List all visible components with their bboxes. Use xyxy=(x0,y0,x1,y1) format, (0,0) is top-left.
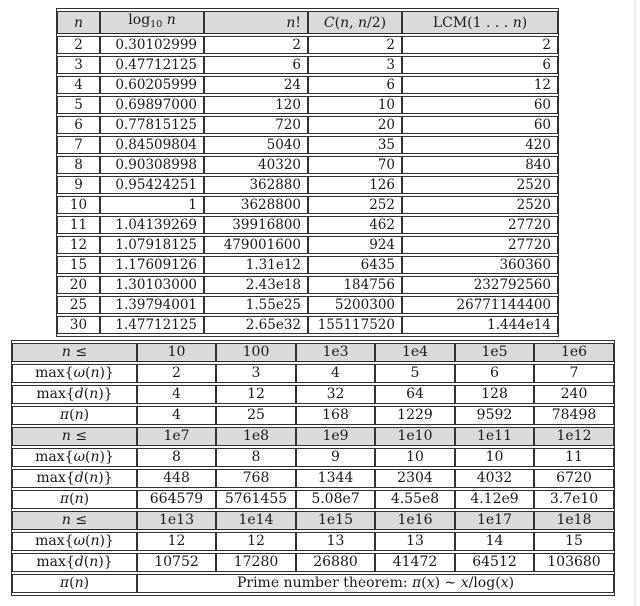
table-cell: 1e12 xyxy=(534,427,614,446)
math-text: ( xyxy=(84,365,91,381)
max-d-row xyxy=(12,553,614,572)
math-text: )} xyxy=(98,554,113,570)
math-text: ) xyxy=(83,575,90,591)
row-label xyxy=(12,532,137,551)
table-cell: 2520 xyxy=(402,176,558,194)
math-text: , xyxy=(349,14,358,31)
max-d-row xyxy=(12,385,614,404)
max-omega-row xyxy=(12,364,614,383)
table-cell: 12 xyxy=(137,532,216,551)
math-variable: π xyxy=(412,575,422,591)
math-variable: n xyxy=(61,344,71,360)
math-text: ( xyxy=(83,386,90,402)
page-edge-line xyxy=(634,0,636,606)
math-text: ( xyxy=(69,407,75,423)
table-cell: 1.444e14 xyxy=(402,316,558,334)
math-text: log xyxy=(128,12,151,28)
column-header-lcm xyxy=(402,11,558,34)
column-header-log10-n xyxy=(100,11,204,34)
table-cell: 3.7e10 xyxy=(534,490,614,509)
table-cell: 1.55e25 xyxy=(204,296,308,314)
math-variable: n xyxy=(340,14,350,31)
prime-number-theorem-note xyxy=(137,574,614,593)
table-row xyxy=(57,256,558,274)
table-cell: 768 xyxy=(216,469,296,488)
row-label xyxy=(12,385,137,404)
math-text: LCM(1 . . . xyxy=(432,14,513,31)
table-row xyxy=(57,176,558,194)
table-cell: 1 xyxy=(100,196,204,214)
table-cell: 2.65e32 xyxy=(204,316,308,334)
table-cell: 1.04139269 xyxy=(100,216,204,234)
math-text: ( xyxy=(83,470,90,486)
table-cell: 420 xyxy=(402,136,558,154)
table-cell: 27720 xyxy=(402,216,558,234)
math-text: max{ xyxy=(36,554,75,570)
math-variable: d xyxy=(74,386,84,402)
table-cell: 2.43e18 xyxy=(204,276,308,294)
table-cell: 1e6 xyxy=(534,343,614,362)
table-cell: 126 xyxy=(308,176,402,194)
math-text: ( xyxy=(83,554,90,570)
table-cell: 6 xyxy=(204,56,308,74)
table-cell: 1.31e12 xyxy=(204,256,308,274)
table-cell: 7 xyxy=(534,364,614,383)
table-cell: 10 xyxy=(308,96,402,114)
math-text: max{ xyxy=(35,449,74,465)
table-row xyxy=(57,156,558,174)
table-cell: 20 xyxy=(57,276,100,294)
prime-stats-table xyxy=(11,340,615,596)
math-text: ≤ xyxy=(70,428,88,444)
table-cell: 60 xyxy=(402,116,558,134)
table-cell: 252 xyxy=(308,196,402,214)
table-cell: 3 xyxy=(308,56,402,74)
table-cell: 168 xyxy=(296,406,375,425)
table-row xyxy=(57,296,558,314)
row-label xyxy=(12,574,137,593)
table-cell: 0.95424251 xyxy=(100,176,204,194)
table-cell: 155117520 xyxy=(308,316,402,334)
table-cell: 120 xyxy=(204,96,308,114)
math-text: ( xyxy=(84,449,91,465)
column-header-n xyxy=(57,11,100,34)
table-cell: 1e7 xyxy=(137,427,216,446)
table-cell: 2 xyxy=(57,36,100,54)
table-cell: 1.47712125 xyxy=(100,316,204,334)
table-cell: 2 xyxy=(402,36,558,54)
table-cell: 6 xyxy=(308,76,402,94)
row-label xyxy=(12,448,137,467)
math-text: ) xyxy=(521,14,528,31)
pi-row xyxy=(12,406,614,425)
pi-row xyxy=(12,490,614,509)
math-text: ≤ xyxy=(70,344,88,360)
table-cell: 8 xyxy=(137,448,216,467)
table-cell: 0.84509804 xyxy=(100,136,204,154)
math-variable: n xyxy=(89,386,99,402)
factorials-table xyxy=(56,8,559,337)
math-variable: π xyxy=(59,407,70,423)
table-cell: 1e15 xyxy=(296,511,375,530)
table-row xyxy=(57,56,558,74)
math-variable: x xyxy=(426,575,435,591)
math-text: ( xyxy=(421,575,427,591)
math-variable: n xyxy=(89,470,99,486)
table-cell: 78498 xyxy=(534,406,614,425)
table-cell: 11 xyxy=(534,448,614,467)
table-cell: 4 xyxy=(137,385,216,404)
math-text: ) xyxy=(508,575,515,591)
table-cell: 0.90308998 xyxy=(100,156,204,174)
math-text: ( xyxy=(69,491,75,507)
table-row xyxy=(57,276,558,294)
table-cell: 10 xyxy=(57,196,100,214)
math-variable: π xyxy=(59,575,70,591)
table-cell: 27720 xyxy=(402,236,558,254)
table-cell: 1e13 xyxy=(137,511,216,530)
table-cell: 40320 xyxy=(204,156,308,174)
math-text: ! xyxy=(295,14,301,31)
row-label xyxy=(12,406,137,425)
max-d-row xyxy=(12,469,614,488)
table-cell: 4 xyxy=(137,406,216,425)
math-variable: n xyxy=(162,12,176,28)
table-cell: 6720 xyxy=(534,469,614,488)
table-cell: 840 xyxy=(402,156,558,174)
table-cell: 11 xyxy=(57,216,100,234)
table-cell: 0.60205999 xyxy=(100,76,204,94)
table-cell: 1344 xyxy=(296,469,375,488)
math-text: ( xyxy=(69,575,75,591)
math-text: )} xyxy=(99,449,114,465)
row-label xyxy=(12,490,137,509)
table-cell: 17280 xyxy=(216,553,296,572)
table-cell: 1e5 xyxy=(455,343,534,362)
table-cell: 720 xyxy=(204,116,308,134)
math-variable: ω xyxy=(73,533,85,549)
table-cell: 12 xyxy=(57,236,100,254)
table-cell: 9 xyxy=(57,176,100,194)
table-cell: 64 xyxy=(375,385,455,404)
math-text: ≤ xyxy=(70,512,88,528)
table-cell: 10 xyxy=(375,448,455,467)
table-cell: 13 xyxy=(296,532,375,551)
math-text: ( xyxy=(334,14,341,31)
table-cell: 1.17609126 xyxy=(100,256,204,274)
table-row xyxy=(57,36,558,54)
table-cell: 1e16 xyxy=(375,511,455,530)
math-variable: n xyxy=(89,554,99,570)
table-cell: 479001600 xyxy=(204,236,308,254)
table-row xyxy=(57,116,558,134)
table-cell: 32 xyxy=(296,385,375,404)
table-cell: 362880 xyxy=(204,176,308,194)
table-cell: 2 xyxy=(308,36,402,54)
table-cell: 0.77815125 xyxy=(100,116,204,134)
table-cell: 10752 xyxy=(137,553,216,572)
table-cell: 1229 xyxy=(375,406,455,425)
table-cell: 3 xyxy=(57,56,100,74)
n-threshold-row xyxy=(12,427,614,446)
table-cell: 3 xyxy=(216,364,296,383)
table-row xyxy=(57,236,558,254)
prime-stats-table-body xyxy=(12,343,614,593)
table-cell: 6435 xyxy=(308,256,402,274)
max-omega-row xyxy=(12,532,614,551)
math-text: ) ∼ xyxy=(434,575,461,591)
column-header-n-factorial xyxy=(204,11,308,34)
math-variable: n xyxy=(73,14,84,31)
table-cell: 462 xyxy=(308,216,402,234)
math-variable: n xyxy=(74,407,84,423)
table-cell: 1e14 xyxy=(216,511,296,530)
table-cell: 1e4 xyxy=(375,343,455,362)
table-cell: 64512 xyxy=(455,553,534,572)
math-text: max{ xyxy=(36,386,75,402)
table-cell: 5200300 xyxy=(308,296,402,314)
table-cell: 26880 xyxy=(296,553,375,572)
row-label xyxy=(12,343,137,362)
table-cell: 6 xyxy=(402,56,558,74)
table-cell: 4.55e8 xyxy=(375,490,455,509)
table-cell: 184756 xyxy=(308,276,402,294)
table-cell: 1e10 xyxy=(375,427,455,446)
math-variable: n xyxy=(90,365,100,381)
table-row xyxy=(57,196,558,214)
table-cell: 25 xyxy=(57,296,100,314)
table-cell: 128 xyxy=(455,385,534,404)
table-cell: 60 xyxy=(402,96,558,114)
table-cell: 4 xyxy=(57,76,100,94)
table-row xyxy=(57,136,558,154)
table-cell: 26771144400 xyxy=(402,296,558,314)
math-variable: x xyxy=(500,575,509,591)
table-cell: 10 xyxy=(455,448,534,467)
table-cell: 2520 xyxy=(402,196,558,214)
table-cell: 1e9 xyxy=(296,427,375,446)
table-cell: 13 xyxy=(375,532,455,551)
math-variable: C xyxy=(323,14,335,31)
table-cell: 6 xyxy=(57,116,100,134)
table-cell: 4032 xyxy=(455,469,534,488)
math-variable: n xyxy=(74,491,84,507)
n-threshold-row xyxy=(12,511,614,530)
table-cell: 1e18 xyxy=(534,511,614,530)
table-cell: 1.30103000 xyxy=(100,276,204,294)
table-cell: 2304 xyxy=(375,469,455,488)
table-cell: 5 xyxy=(375,364,455,383)
table-cell: 1.39794001 xyxy=(100,296,204,314)
table-cell: 12 xyxy=(216,532,296,551)
pi-row xyxy=(12,574,614,593)
table-row xyxy=(57,76,558,94)
max-omega-row xyxy=(12,448,614,467)
table-cell: 6 xyxy=(455,364,534,383)
table-row xyxy=(57,96,558,114)
math-variable: n xyxy=(61,428,71,444)
math-variable: x xyxy=(460,575,469,591)
math-text: )} xyxy=(99,533,114,549)
table-cell: 8 xyxy=(57,156,100,174)
table-cell: 0.30102999 xyxy=(100,36,204,54)
row-label xyxy=(12,553,137,572)
n-threshold-row xyxy=(12,343,614,362)
math-text: max{ xyxy=(35,365,74,381)
table-header-row xyxy=(57,11,558,34)
math-text: )} xyxy=(98,386,113,402)
table-cell: 240 xyxy=(534,385,614,404)
table-cell: 3628800 xyxy=(204,196,308,214)
table-cell: 448 xyxy=(137,469,216,488)
table-cell: 15 xyxy=(534,532,614,551)
table-cell: 1e3 xyxy=(296,343,375,362)
table-cell: 14 xyxy=(455,532,534,551)
table-cell: 924 xyxy=(308,236,402,254)
math-text: )} xyxy=(99,365,114,381)
math-variable: n xyxy=(358,14,368,31)
table-cell: 4 xyxy=(296,364,375,383)
math-text: max{ xyxy=(35,533,74,549)
table-cell: 0.69897000 xyxy=(100,96,204,114)
table-cell: 24 xyxy=(204,76,308,94)
math-text: max{ xyxy=(36,470,75,486)
table-cell: 12 xyxy=(402,76,558,94)
table-cell: 8 xyxy=(216,448,296,467)
math-variable: n xyxy=(286,14,296,31)
math-variable: n xyxy=(61,512,71,528)
table-cell: 103680 xyxy=(534,553,614,572)
table-row xyxy=(57,316,558,334)
math-variable: n xyxy=(74,575,84,591)
table-cell: 360360 xyxy=(402,256,558,274)
table-cell: 7 xyxy=(57,136,100,154)
math-variable: n xyxy=(90,449,100,465)
table-cell: 232792560 xyxy=(402,276,558,294)
table-cell: 20 xyxy=(308,116,402,134)
math-variable: d xyxy=(74,470,84,486)
math-text: ) xyxy=(83,491,90,507)
math-text: 10 xyxy=(150,19,163,30)
table-cell: 664579 xyxy=(137,490,216,509)
math-variable: n xyxy=(90,533,100,549)
table-cell: 1e11 xyxy=(455,427,534,446)
table-cell: 35 xyxy=(308,136,402,154)
table-cell: 9592 xyxy=(455,406,534,425)
table-cell: 1e17 xyxy=(455,511,534,530)
row-label xyxy=(12,511,137,530)
table-cell: 41472 xyxy=(375,553,455,572)
table-cell: 25 xyxy=(216,406,296,425)
row-label xyxy=(12,364,137,383)
math-text: ) xyxy=(83,407,90,423)
math-text: )} xyxy=(98,470,113,486)
column-header-central-binomial xyxy=(308,11,402,34)
row-label xyxy=(12,469,137,488)
table-row xyxy=(57,216,558,234)
table-cell: 10 xyxy=(137,343,216,362)
math-text: /log( xyxy=(468,575,501,591)
math-variable: d xyxy=(74,554,84,570)
table-cell: 100 xyxy=(216,343,296,362)
table-cell: 1.07918125 xyxy=(100,236,204,254)
math-text: ( xyxy=(84,533,91,549)
table-cell: 1e8 xyxy=(216,427,296,446)
math-text: /2) xyxy=(367,14,387,31)
table-cell: 5040 xyxy=(204,136,308,154)
table-cell: 5.08e7 xyxy=(296,490,375,509)
math-variable: ω xyxy=(73,365,85,381)
table-cell: 5 xyxy=(57,96,100,114)
table-cell: 5761455 xyxy=(216,490,296,509)
table-cell: 30 xyxy=(57,316,100,334)
math-variable: ω xyxy=(73,449,85,465)
table-cell: 2 xyxy=(204,36,308,54)
factorials-table-body xyxy=(57,36,558,334)
math-text: Prime number theorem: xyxy=(236,575,413,591)
math-variable: π xyxy=(59,491,70,507)
row-label xyxy=(12,427,137,446)
table-cell: 2 xyxy=(137,364,216,383)
table-cell: 70 xyxy=(308,156,402,174)
table-cell: 9 xyxy=(296,448,375,467)
table-cell: 12 xyxy=(216,385,296,404)
table-cell: 4.12e9 xyxy=(455,490,534,509)
table-cell: 39916800 xyxy=(204,216,308,234)
table-cell: 15 xyxy=(57,256,100,274)
math-variable: n xyxy=(512,14,522,31)
table-cell: 0.47712125 xyxy=(100,56,204,74)
